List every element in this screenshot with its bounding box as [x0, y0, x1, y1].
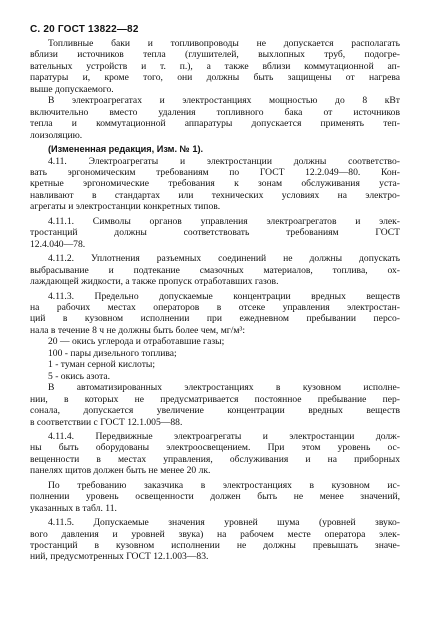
text-line: 4.11.1. Символы органов управления электроагрегатов и элек- [48, 215, 400, 227]
paragraph [30, 480, 400, 514]
text-line: вблизи источников тепла (глушителей, выхлопных труб, подогре- [30, 49, 400, 61]
text-line: 4.11.4. Передвижные электроагрегаты и электростанции долж- [48, 430, 400, 442]
text-line: паратуры и, кроме того, они должны быть защищены от нагрева [30, 72, 400, 84]
text-line: 4.11.5. Допускаемые значения уровней шума (уровней звуко- [48, 517, 400, 529]
text-line: ций в кузовном исполнении при ежедневном пребывании персо- [30, 313, 400, 325]
paragraph [30, 291, 400, 337]
text-line: ны быть оборудованы электроосвещением. При этом уровень ос- [30, 442, 400, 454]
list-item: 100 - пары дизельного топлива; [48, 347, 177, 359]
text-line: Топливные баки и топливопроводы не допускается располагать [48, 38, 400, 49]
text-line: ний, предусмотренных ГОСТ 12.1.003—83. [30, 551, 209, 563]
text-line: тепла и коммутационной аппаратуры допускается применять теп- [30, 118, 400, 130]
text-line: выбрасывание и подтекание смазочных материалов, топлива, ох- [30, 264, 400, 276]
paragraph [30, 216, 400, 250]
text-line: вательных устройств и т. п.), а также вблизи коммутационной ап- [30, 60, 400, 72]
concentration-list [30, 336, 400, 382]
paragraph [30, 38, 400, 95]
text-line: тростанций должны соответствовать требованиям ГОСТ [30, 227, 400, 239]
text-line: навливают в стандартах или технических условиях на электро- [30, 189, 400, 201]
paragraph [30, 253, 400, 287]
text-line: нии, в которых не предусматривается постоянное пребывание пер- [30, 393, 400, 405]
document-body [30, 38, 400, 563]
list-item: 1 - туман серной кислоты; [48, 359, 156, 371]
text-line: 4.11.3. Предельно допускаемые концентрации вредных веществ [48, 290, 400, 302]
paragraph [30, 431, 400, 477]
text-line: (Измененная редакция, Изм. № 1). [48, 144, 204, 155]
page-header: С. 20 ГОСТ 13822—82 [30, 24, 139, 35]
text-line: лаждающей жидкости, а также пропуск отработавших газов. [30, 276, 279, 288]
text-line: 12.4.040—78. [30, 238, 86, 250]
list-item: 5 - окись азота. [48, 370, 111, 382]
text-line: 4.11. Электроагрегаты и электростанции должны соответство- [48, 155, 400, 167]
text-line: лоизоляцию. [30, 129, 83, 141]
text-line: агрегаты и электростанции конкретных типов. [30, 201, 221, 213]
text-line: В автоматизированных электростанциях в кузовном исполне- [48, 382, 400, 394]
paragraph [30, 156, 400, 213]
text-line: 4.11.2. Уплотнения разъемных соединений не должны допускать [48, 253, 400, 265]
paragraph [30, 95, 400, 141]
text-line: панелях щитов должен быть не менее 20 лк. [30, 465, 211, 477]
text-line: полнении уровень освещенности должен быть не менее значений, [30, 491, 400, 503]
text-line: вого давления и уровней звука) на рабочем месте оператора элек- [30, 528, 400, 540]
text-line: тростанций в кузовном исполнении не должны превышать значе- [30, 540, 400, 552]
paragraph [30, 517, 400, 563]
text-line: В электроагрегатах и электростанциях мощностью до 8 кВт [48, 95, 400, 107]
text-line: кретные эргономические требования к зонам обслуживания уста- [30, 178, 400, 190]
text-line: в соответствии с ГОСТ 12.1.005—88. [30, 416, 183, 428]
text-line: включительно вместо удаления топливного бака от источников [30, 106, 400, 118]
text-line: вать эргономическим требованиям по ГОСТ 12.2.049—80. Кон- [30, 166, 400, 178]
text-line: вещенности в местах управления, обслуживания и на приборных [30, 453, 400, 465]
text-line: сонала, допускается увеличение концентрации вредных веществ [30, 405, 400, 417]
amendment-note [30, 144, 400, 155]
text-line: на рабочих местах операторов в отсеке управления электростан- [30, 301, 400, 313]
text-line: выше допускаемого. [30, 83, 114, 95]
text-line: По требованию заказчика в электростанциях в кузовном ис- [48, 479, 400, 491]
text-line: указанных в табл. 11. [30, 502, 117, 514]
paragraph [30, 382, 400, 428]
text-line: нала в течение 8 ч не должны быть более чем, мг/м³: [30, 324, 246, 336]
list-item: 20 — окись углерода и отработавшие газы; [48, 336, 225, 348]
